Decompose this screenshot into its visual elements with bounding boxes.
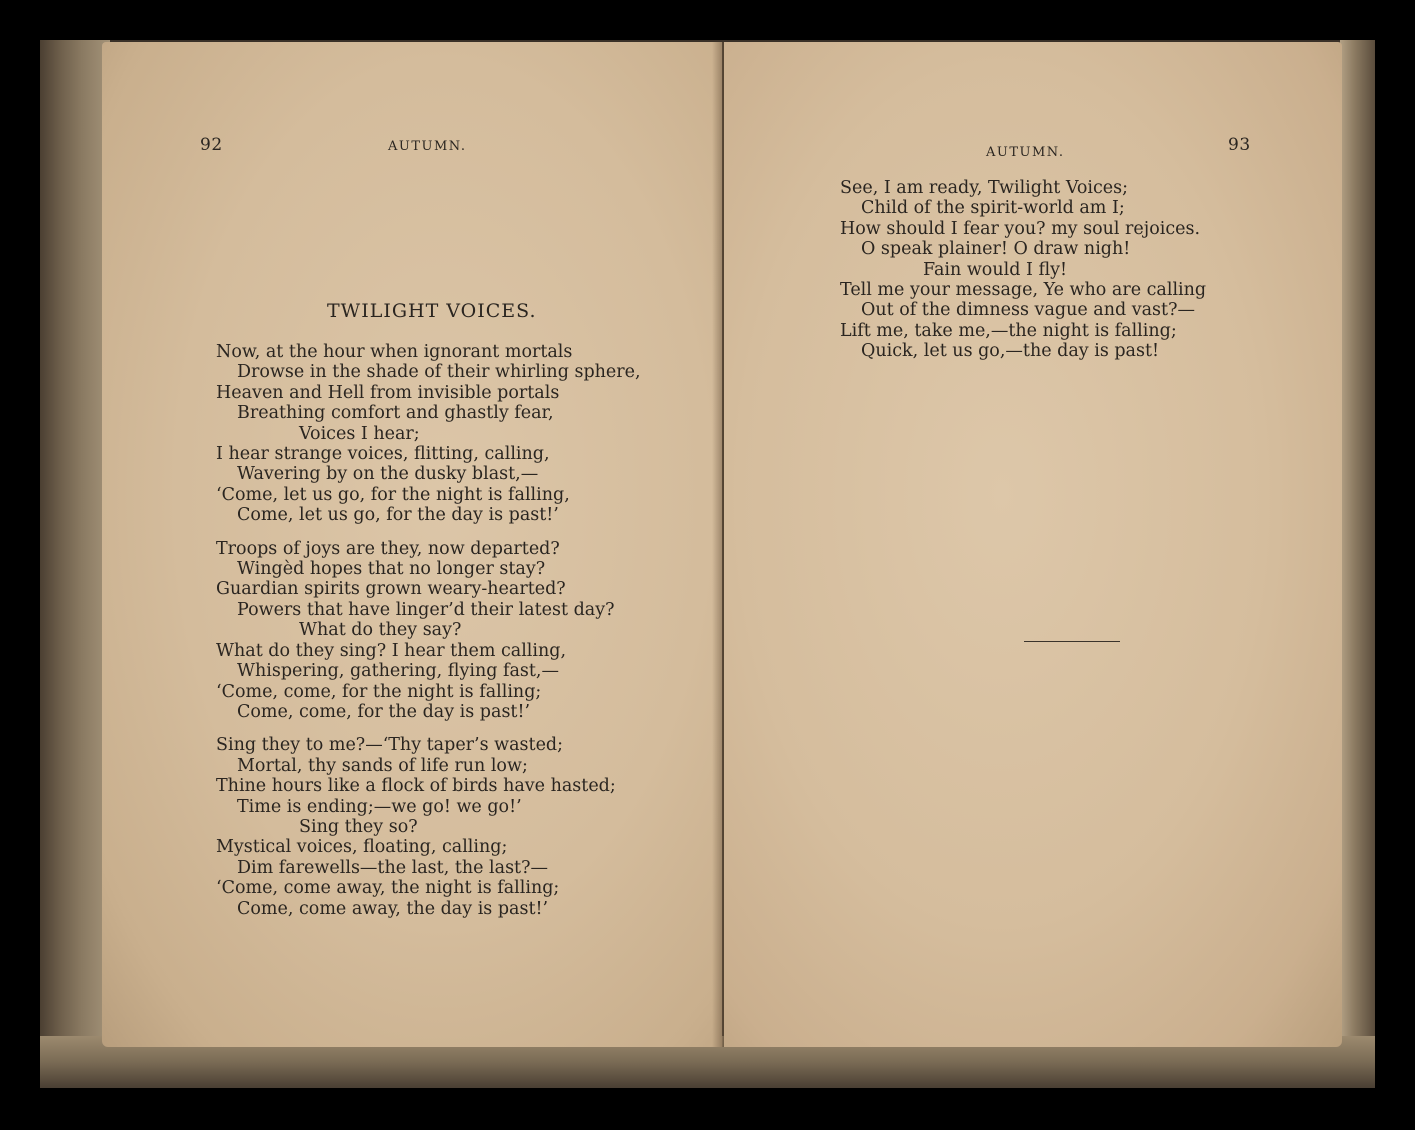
page-number-left: 92 <box>200 135 223 155</box>
poem-line: Heaven and Hell from invisible portals <box>216 382 560 403</box>
page-number-right: 93 <box>1228 135 1251 155</box>
poem-title: TWILIGHT VOICES. <box>327 300 537 322</box>
stanza <box>840 178 1206 362</box>
poem-line: Mortal, thy sands of life run low; <box>237 755 528 776</box>
poem-line: Sing they to me?—‘Thy taper’s wasted; <box>216 735 564 756</box>
poem-line: Whispering, gathering, flying fast,— <box>237 661 559 682</box>
poem-text-left <box>216 342 641 932</box>
poem-line: Sing they so? <box>299 816 418 837</box>
poem-line: Quick, let us go,—the day is past! <box>861 341 1160 362</box>
running-head-right: AUTUMN. <box>986 145 1065 160</box>
poem-line: Mystical voices, floating, calling; <box>216 837 508 858</box>
poem-line: How should I fear you? my soul rejoices. <box>840 218 1201 239</box>
poem-line: Breathing comfort and ghastly fear, <box>237 403 554 424</box>
right-page <box>724 42 1342 1047</box>
poem-line: Come, come, for the day is past!’ <box>237 701 531 722</box>
open-book <box>40 40 1375 1088</box>
poem-line: ‘Come, come away, the night is falling; <box>216 878 560 899</box>
poem-line: ‘Come, let us go, for the night is falling, <box>216 484 570 505</box>
poem-line: Dim farewells—the last, the last?— <box>237 857 548 878</box>
poem-line: See, I am ready, Twilight Voices; <box>840 178 1129 198</box>
left-page <box>102 42 722 1047</box>
poem-text-right <box>840 178 1206 375</box>
poem-line: Come, let us go, for the day is past!’ <box>237 505 559 526</box>
running-head-left: AUTUMN. <box>388 139 467 154</box>
poem-line: ‘Come, come, for the night is falling; <box>216 681 542 702</box>
page-block-edge-left <box>40 40 110 1088</box>
poem-line: I hear strange voices, flitting, calling, <box>216 444 550 465</box>
poem-line: Guardian spirits grown weary-hearted? <box>216 579 566 600</box>
poem-line: O speak plainer! O draw nigh! <box>861 239 1131 260</box>
poem-line: Thine hours like a flock of birds have hasted; <box>216 776 616 797</box>
poem-line: Powers that have linger’d their latest day? <box>237 599 615 620</box>
poem-line: Wingèd hopes that no longer stay? <box>237 559 546 580</box>
poem-line: Now, at the hour when ignorant mortals <box>216 342 573 362</box>
poem-line: Tell me your message, Ye who are calling <box>840 280 1207 301</box>
poem-line: What do they sing? I hear them calling, <box>216 640 567 661</box>
poem-line: Time is ending;—we go! we go!’ <box>237 796 522 817</box>
poem-line: Child of the spirit-world am I; <box>861 198 1125 219</box>
poem-line: Fain would I fly! <box>923 259 1068 280</box>
end-rule <box>1024 641 1120 642</box>
poem-line: Troops of joys are they, now departed? <box>216 538 560 559</box>
poem-line: Out of the dimness vague and vast?— <box>861 300 1195 321</box>
poem-line: Voices I hear; <box>299 423 420 444</box>
poem-line: Wavering by on the dusky blast,— <box>237 464 539 485</box>
poem-line: What do they say? <box>299 620 462 641</box>
poem-line: Come, come away, the day is past!’ <box>237 898 549 919</box>
page-block-edge-right <box>1340 40 1375 1088</box>
poem-line: Drowse in the shade of their whirling sphere, <box>237 362 641 383</box>
stanza <box>216 539 641 723</box>
stanza <box>216 735 641 919</box>
poem-line: Lift me, take me,—the night is falling; <box>840 320 1177 341</box>
stanza <box>216 342 641 526</box>
